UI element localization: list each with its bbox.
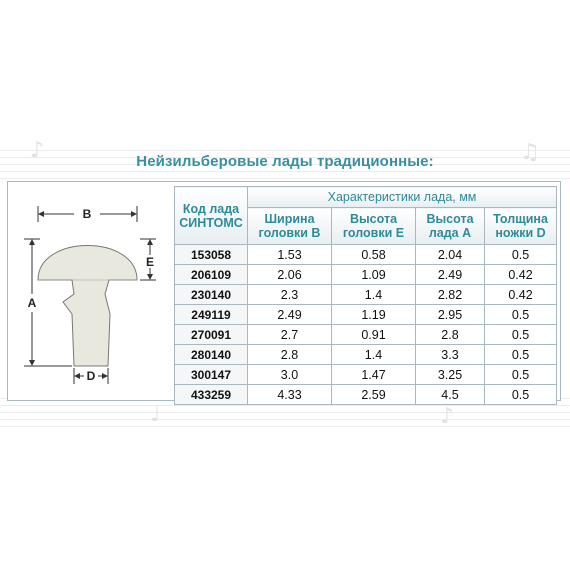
table-row <box>175 325 557 345</box>
head-height-value: 1.19 <box>332 305 416 325</box>
fret-profile-diagram <box>12 186 170 396</box>
tang-thickness-value: 0.42 <box>485 265 557 285</box>
music-note-icon: ♪ <box>30 138 45 163</box>
head-height-value: 1.09 <box>332 265 416 285</box>
head-height-value: 2.59 <box>332 385 416 405</box>
fret-height-value: 2.49 <box>416 265 485 285</box>
tang-thickness-value: 0.5 <box>485 245 557 265</box>
fret-spec-table <box>174 186 557 405</box>
fret-height-value: 3.3 <box>416 345 485 365</box>
fret-shape <box>38 246 137 367</box>
table-row <box>175 305 557 325</box>
fret-height-value: 2.95 <box>416 305 485 325</box>
music-note-icon: ♫ <box>520 140 540 165</box>
fret-code: 153058 <box>175 245 248 265</box>
fret-height-value: 2.82 <box>416 285 485 305</box>
head-width-value: 2.49 <box>248 305 332 325</box>
table-row <box>175 345 557 365</box>
fret-height-value: 3.25 <box>416 365 485 385</box>
head-width-value: 4.33 <box>248 385 332 405</box>
fret-height-value: 4.5 <box>416 385 485 405</box>
column-header-tang-thickness: Толщина ножки D <box>485 208 557 245</box>
column-header-head-height: Высота головки Е <box>332 208 416 245</box>
dimension-label-d: D <box>86 369 96 383</box>
head-width-value: 3.0 <box>248 365 332 385</box>
column-header-code: Код лада СИНТОМС <box>175 187 248 245</box>
fret-code: 230140 <box>175 285 248 305</box>
tang-thickness-value: 0.5 <box>485 365 557 385</box>
tang-thickness-value: 0.5 <box>485 325 557 345</box>
head-width-value: 2.3 <box>248 285 332 305</box>
fret-code: 270091 <box>175 325 248 345</box>
fret-height-value: 2.04 <box>416 245 485 265</box>
table-row <box>175 385 557 405</box>
table-row <box>175 245 557 265</box>
table-row <box>175 265 557 285</box>
head-width-value: 2.06 <box>248 265 332 285</box>
head-width-value: 1.53 <box>248 245 332 265</box>
page-title: Нейзильберовые лады традиционные: <box>136 153 434 170</box>
fret-code: 280140 <box>175 345 248 365</box>
tang-thickness-value: 0.42 <box>485 285 557 305</box>
fret-code: 433259 <box>175 385 248 405</box>
music-note-icon: ♪ <box>440 404 455 429</box>
head-height-value: 1.47 <box>332 365 416 385</box>
column-header-fret-height: Высота лада А <box>416 208 485 245</box>
head-height-value: 1.4 <box>332 285 416 305</box>
fret-code: 206109 <box>175 265 248 285</box>
head-width-value: 2.8 <box>248 345 332 365</box>
fret-code: 249119 <box>175 305 248 325</box>
music-note-icon: ♩ <box>150 402 161 427</box>
fret-code: 300147 <box>175 365 248 385</box>
table-row <box>175 365 557 385</box>
tang-thickness-value: 0.5 <box>485 305 557 325</box>
head-width-value: 2.7 <box>248 325 332 345</box>
head-height-value: 0.58 <box>332 245 416 265</box>
tang-thickness-value: 0.5 <box>485 345 557 365</box>
column-header-head-width: Ширина головки В <box>248 208 332 245</box>
head-height-value: 0.91 <box>332 325 416 345</box>
tang-thickness-value: 0.5 <box>485 385 557 405</box>
column-group-header: Характеристики лада, мм <box>248 187 557 208</box>
head-height-value: 1.4 <box>332 345 416 365</box>
dimension-label-b: B <box>82 207 92 221</box>
table-row <box>175 285 557 305</box>
dimension-label-a: A <box>27 296 37 310</box>
fret-height-value: 2.8 <box>416 325 485 345</box>
dimension-label-e: E <box>145 255 155 269</box>
